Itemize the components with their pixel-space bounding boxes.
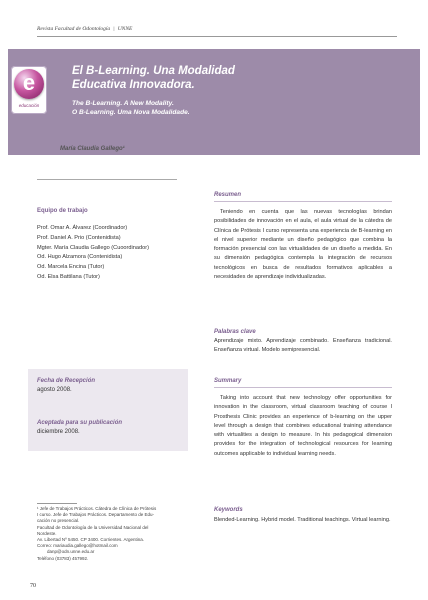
team-member: Prof. Daniel A. Prio (Contenidista) xyxy=(37,234,121,241)
team-member: Prof. Omar A. Álvarez (Coordinador) xyxy=(37,225,128,231)
team-member: Mgter. María Claudia Gallego (Cuoordinador) xyxy=(37,244,149,251)
subtitle-line-1: The B-Learning. A New Modality. xyxy=(72,100,174,107)
header-rule xyxy=(37,36,397,37)
author-name: María Claudia Gallego¹ xyxy=(60,146,125,152)
footnote-line: Av. Libertad Nº 5450. CP 3400. Corrientes. Argentina. xyxy=(37,537,144,543)
subtitle-line-2: O B-Learning. Uma Nova Modalidade. xyxy=(72,109,190,116)
accepted-value: diciembre 2008. xyxy=(37,429,80,435)
footnote-line: I curso. Jefe de Trabajos Prácticos. Departamento de Edu- xyxy=(37,512,155,518)
received-value: agosto 2008. xyxy=(37,387,72,393)
summary-rule xyxy=(214,387,392,388)
page-number: 70 xyxy=(30,583,36,589)
logo-letter: e xyxy=(22,70,36,95)
logo-word: educación xyxy=(18,103,40,108)
footnote-line: Teléfono (03783) 457992. xyxy=(37,555,89,561)
footnote-line: Facultad de Odontología de la Universidad Nacional del xyxy=(37,524,149,530)
team-heading: Equipo de trabajo xyxy=(37,208,88,214)
summary-heading: Summary xyxy=(214,378,242,384)
footnote xyxy=(37,506,197,562)
resumen-heading: Resumen xyxy=(214,192,242,198)
team-member: Od. Elsa Battilana (Tutor) xyxy=(37,273,100,280)
article-title xyxy=(72,64,372,92)
received-label: Fecha de Recepción xyxy=(37,378,96,384)
author-rule xyxy=(37,179,177,180)
footnote-line: Correo: mariaudia.gallego@hotmail.com xyxy=(37,543,118,549)
team-member: Od. Marcela Encina (Tutor) xyxy=(37,264,105,271)
palabras-clave-text: Aprendizaje mixto. Aprendizaje combinado. Enseñanza tradicional. Enseñanza virtual. Modelo semipresencial. xyxy=(214,338,392,354)
title-line-1: El B-Learning. Una Modalidad xyxy=(72,65,235,77)
summary-text: Taking into account that new technology offer opportunities for innovation in the classroom, virtual classroom teaching of course I Prosthesis Clinic provides an experience of b-learning on the upper level through a design that combines educational training attendance with virtualities a design to measure. In his pedagogical dimension provides for the integration of technological resources for learning outcomes applicable to individual learning needs. xyxy=(214,395,392,457)
running-header xyxy=(37,26,132,32)
footnote-line: danp@odn.unne.edu.ar xyxy=(37,549,95,555)
footnote-line: ¹ Jefe de Trabajos Prácticos. Cátedra de Clínica de Prótesis xyxy=(37,506,157,511)
palabras-clave-heading: Palabras clave xyxy=(214,329,256,335)
keywords-text: Blended-Learning. Hybrid model. Traditional teachings. Virtual learning. xyxy=(214,517,391,523)
footnote-rule xyxy=(37,503,77,504)
education-logo xyxy=(11,66,47,114)
footnote-line: Nordeste. xyxy=(37,530,57,536)
footnote-line: cación no presencial. xyxy=(37,518,80,524)
team-list xyxy=(37,224,149,283)
resumen-rule xyxy=(214,201,392,202)
team-member: Od. Hugo Alzamora (Contenidista) xyxy=(37,254,123,261)
header-separator: | xyxy=(113,26,115,32)
accepted-label: Aceptada para su publicación xyxy=(37,420,123,426)
keywords-heading: Keywords xyxy=(214,507,243,513)
institution-name: UNNE xyxy=(117,26,133,32)
journal-name: Revista Facultad de Odontología xyxy=(37,26,111,32)
article-subtitle xyxy=(72,99,372,117)
title-line-2: Educativa Innovadora. xyxy=(72,79,195,91)
resumen-text: Teniendo en cuenta que las nuevas tecnologías brindan posibilidades de innovación en el aula, el aula virtual de la cátedra de Clínica de Prótesis I curso representa una experiencia de B-learning en el nivel superior mediante un diseño pedagógico que combina la formación presencial con las virtualidades de un diseño a medida. En su dimensión pedagógica contempla la integración de recursos tecnológicos en busca de resultados formativos aplicables a necesidades de aprendizaje individualizadas. xyxy=(214,209,392,281)
